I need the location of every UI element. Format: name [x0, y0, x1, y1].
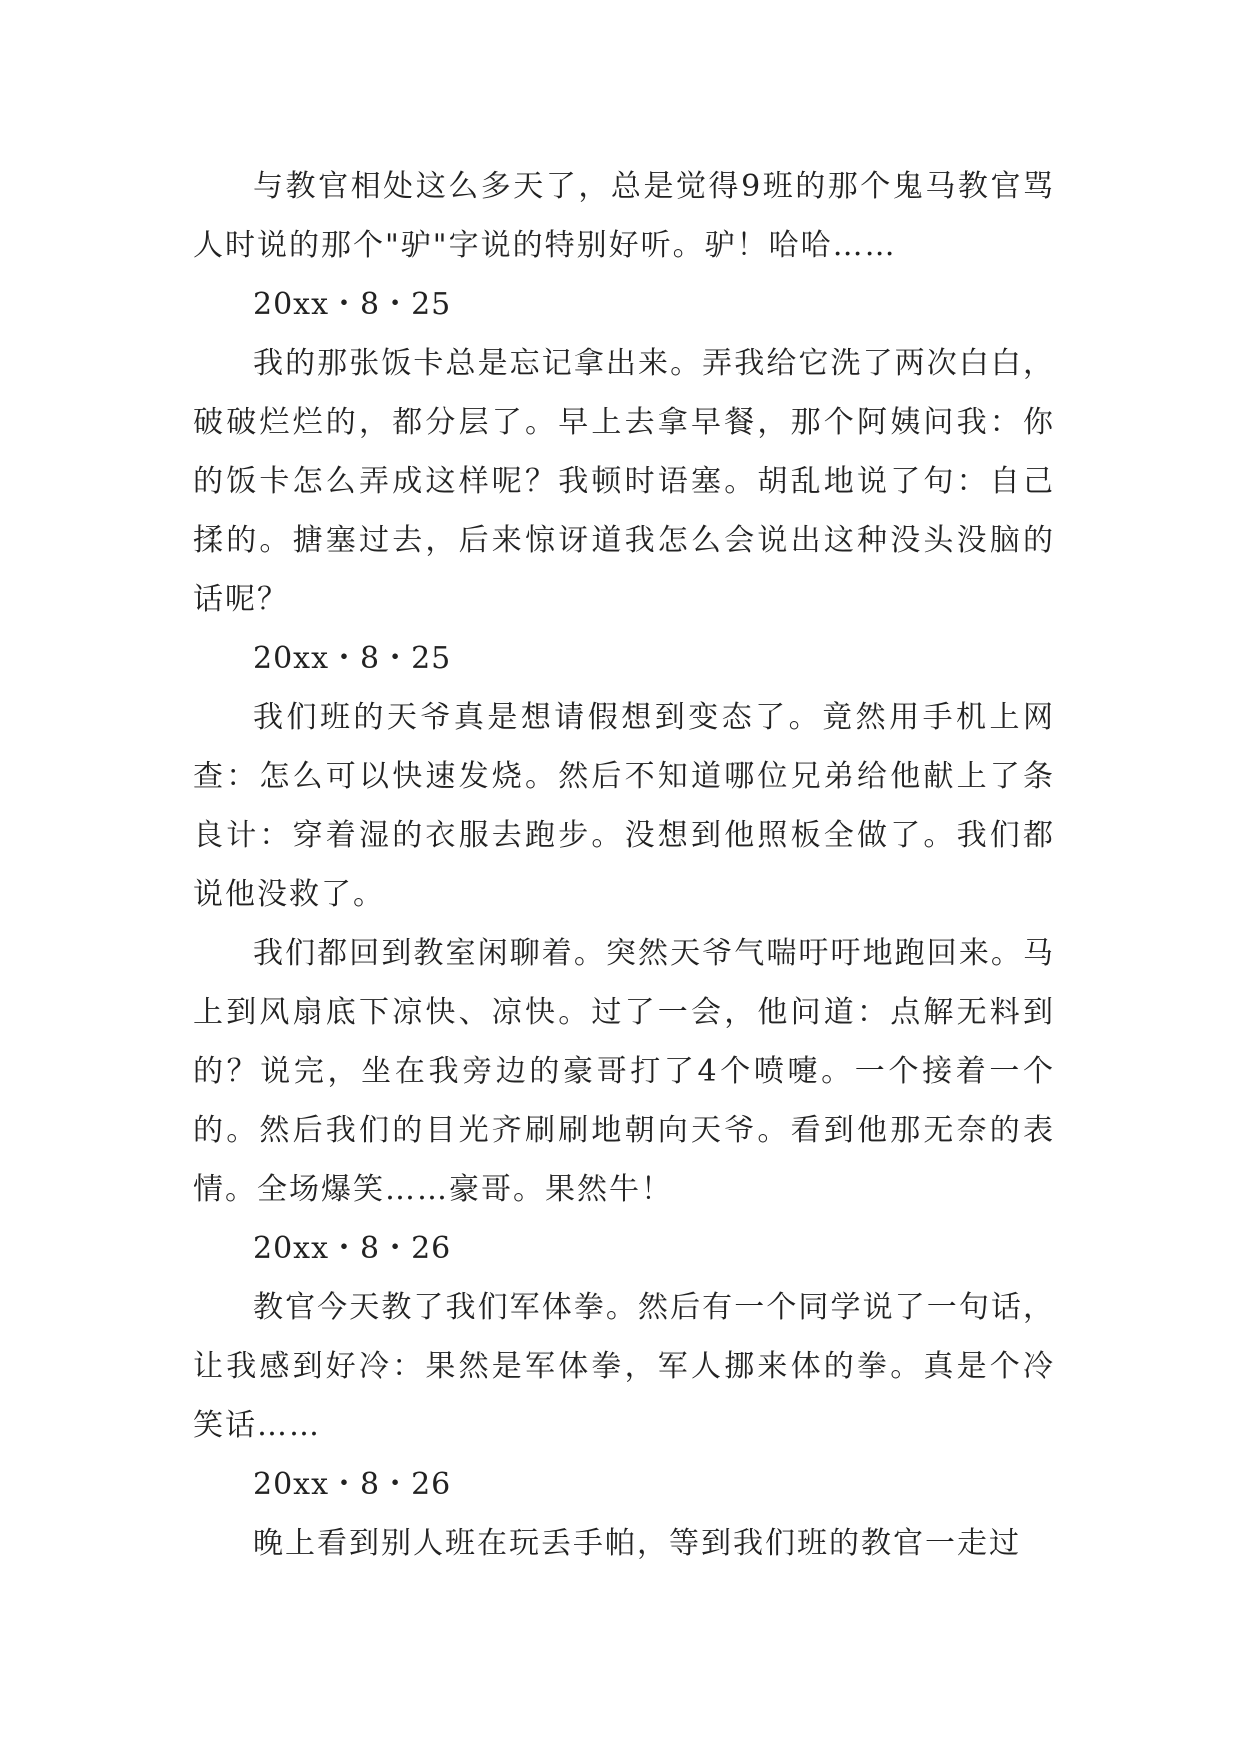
document-body — [193, 157, 1055, 1573]
date-line: 20xx・8・25 — [253, 287, 452, 322]
paragraph: 我们班的天爷真是想请假想到变态了。竟然用手机上网查：怎么可以快速发烧。然后不知道哪位兄弟给他献上了条良计：穿着湿的衣服去跑步。没想到他照板全做了。我们都说他没救了。 — [193, 700, 1055, 912]
date-line: 20xx・8・26 — [253, 1231, 452, 1266]
date-line: 20xx・8・25 — [253, 641, 452, 676]
date-line: 20xx・8・26 — [253, 1467, 452, 1502]
paragraph: 我的那张饭卡总是忘记拿出来。弄我给它洗了两次白白，破破烂烂的，都分层了。早上去拿早餐，那个阿姨问我：你的饭卡怎么弄成这样呢？我顿时语塞。胡乱地说了句：自己揉的。搪塞过去，后来惊讶道我怎么会说出这种没头没脑的话呢？ — [193, 346, 1055, 617]
paragraph: 晚上看到别人班在玩丢手帕，等到我们班的教官一走过 — [253, 1526, 1021, 1561]
paragraph: 我们都回到教室闲聊着。突然天爷气喘吁吁地跑回来。马上到风扇底下凉快、凉快。过了一会，他问道：点解无料到的？说完，坐在我旁边的豪哥打了4个喷嚏。一个接着一个的。然后我们的目光齐刷刷地朝向天爷。看到他那无奈的表情。全场爆笑……豪哥。果然牛！ — [193, 936, 1055, 1207]
paragraph: 与教官相处这么多天了，总是觉得9班的那个鬼马教官骂人时说的那个"驴"字说的特别好听。驴！哈哈…… — [193, 169, 1055, 263]
paragraph: 教官今天教了我们军体拳。然后有一个同学说了一句话，让我感到好冷：果然是军体拳，军人挪来体的拳。真是个冷笑话…… — [193, 1290, 1055, 1443]
